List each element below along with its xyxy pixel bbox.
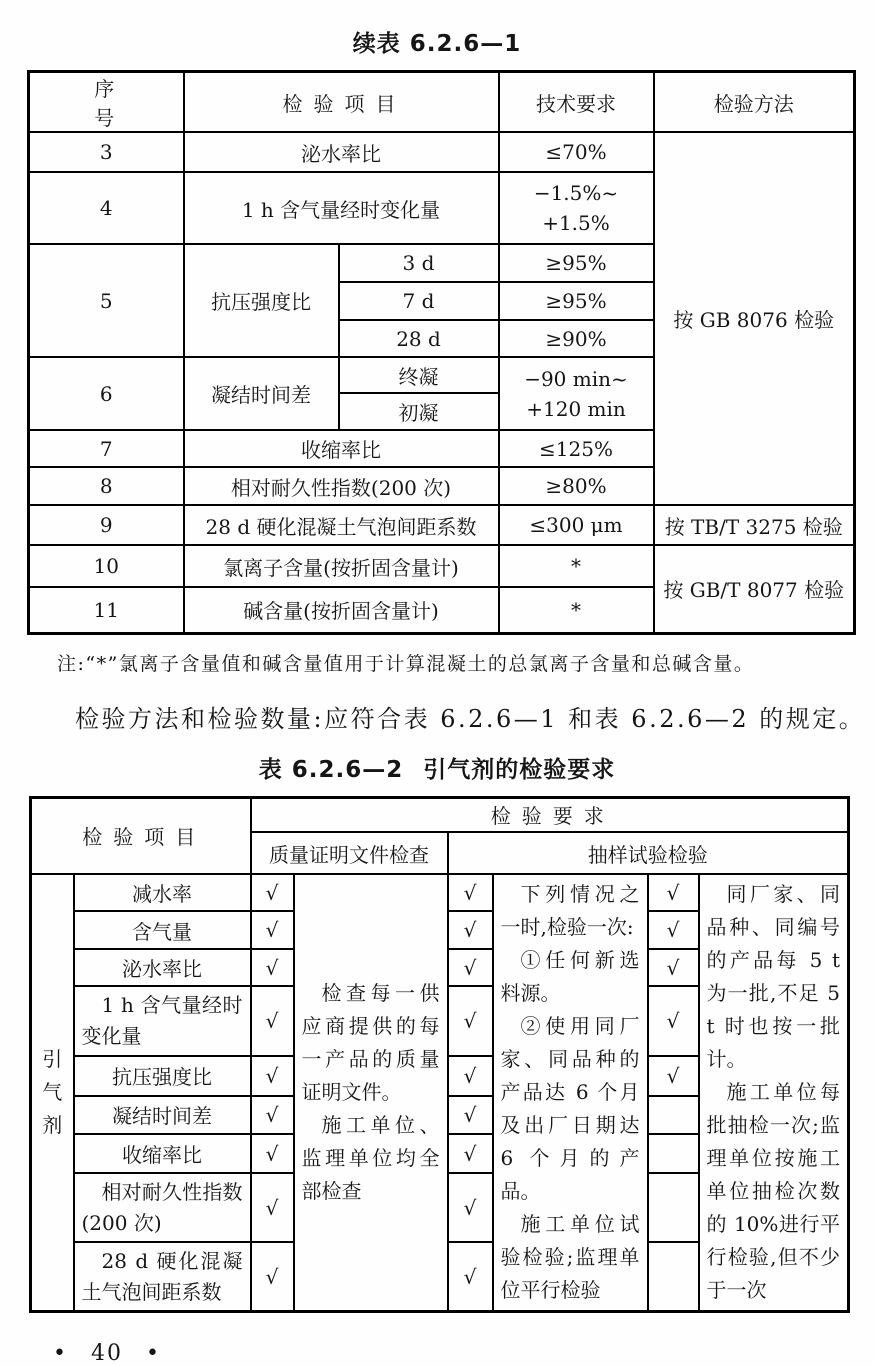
header-doc-check-cell: 质量证明文件检查 bbox=[251, 832, 448, 874]
no-cell: 4 bbox=[29, 172, 184, 244]
no-cell: 6 bbox=[29, 357, 184, 430]
req-line2: +120 min bbox=[526, 396, 626, 421]
parallel-check-cell: √ bbox=[648, 949, 699, 986]
parallel-check-cell bbox=[648, 1242, 699, 1311]
header-item-cell: 检验项目 bbox=[31, 797, 251, 874]
no-cell: 3 bbox=[29, 132, 184, 172]
group-label-cell: 引气剂 bbox=[31, 874, 74, 1312]
req-cell: * bbox=[499, 545, 654, 587]
sampling-check-cell: √ bbox=[448, 986, 493, 1056]
header-requirement-cell: 检验要求 bbox=[251, 797, 849, 832]
method-cell-gb8076: 按 GB 8076 检验 bbox=[654, 132, 855, 505]
parallel-check-cell: √ bbox=[648, 1056, 699, 1095]
parallel-check-cell bbox=[648, 1096, 699, 1134]
table2-title bbox=[0, 751, 874, 784]
method-cell-gbt8077: 按 GB/T 8077 检验 bbox=[654, 545, 855, 633]
header-no-cell: 序号 bbox=[29, 72, 184, 133]
item-cell: 凝结时间差 bbox=[74, 1096, 251, 1134]
sampling-check-cell: √ bbox=[448, 949, 493, 986]
table1-header-row bbox=[29, 72, 855, 133]
item-cell: 碱含量(按折固含量计) bbox=[184, 587, 499, 633]
body-paragraph: 检验方法和检验数量:应符合表 6.2.6—1 和表 6.2.6—2 的规定。 bbox=[75, 704, 866, 733]
sampling-condition-paragraph: 下列情况之一时,检验一次: bbox=[500, 882, 640, 939]
table2-row bbox=[31, 874, 849, 911]
table1-footnote: 注:“*”氯离子含量值和碱含量值用于计算混凝土的总氯离子含量和总碱含量。 bbox=[57, 652, 755, 675]
header-method-cell: 检验方法 bbox=[654, 72, 855, 133]
req-cell: ≥90% bbox=[499, 320, 654, 357]
item-cell: 相对耐久性指数(200 次) bbox=[184, 467, 499, 505]
table-626-2 bbox=[29, 796, 850, 1314]
req-cell bbox=[499, 172, 654, 244]
table1-row-9 bbox=[29, 505, 855, 545]
item-cell: 抗压强度比 bbox=[184, 244, 339, 357]
item-cell: 相对耐久性指数(200 次) bbox=[74, 1173, 251, 1242]
doc-check-cell: √ bbox=[251, 911, 294, 948]
item-cell: 1 h 含气量经时变化量 bbox=[74, 986, 251, 1056]
sampling-condition-paragraph: 施工单位试验检验;监理单位平行检验 bbox=[500, 1212, 640, 1302]
req-line1: −90 min~ bbox=[524, 366, 628, 391]
item-cell: 减水率 bbox=[74, 874, 251, 911]
req-cell: ≤300 μm bbox=[499, 505, 654, 545]
parallel-check-cell: √ bbox=[648, 911, 699, 948]
parallel-check-cell: √ bbox=[648, 874, 699, 911]
sampling-check-cell: √ bbox=[448, 1173, 493, 1242]
doc-check-cell: √ bbox=[251, 874, 294, 911]
sampling-check-cell: √ bbox=[448, 1096, 493, 1134]
req-line2: +1.5% bbox=[542, 211, 610, 235]
age-cell: 28 d bbox=[339, 320, 499, 357]
item-cell: 泌水率比 bbox=[74, 949, 251, 986]
table2-header-row1 bbox=[31, 797, 849, 832]
no-cell: 10 bbox=[29, 545, 184, 587]
item-cell: 28 d 硬化混凝土气泡间距系数 bbox=[184, 505, 499, 545]
req-cell: ≤70% bbox=[499, 132, 654, 172]
item-cell: 28 d 硬化混凝土气泡间距系数 bbox=[74, 1242, 251, 1311]
sampling-condition-text-cell bbox=[493, 874, 648, 1312]
table1-row-10 bbox=[29, 545, 855, 587]
sampling-check-cell: √ bbox=[448, 1242, 493, 1311]
parallel-check-cell: √ bbox=[648, 986, 699, 1056]
item-cell: 凝结时间差 bbox=[184, 357, 339, 430]
table-626-1 bbox=[27, 70, 856, 635]
sampling-batch-paragraph: 同厂家、同品种、同编号的产品每 5 t 为一批,不足 5 t 时也按一批计。 bbox=[706, 882, 841, 1071]
page-number: • 40 • bbox=[53, 1341, 161, 1366]
header-item-cell: 检验项目 bbox=[184, 72, 499, 133]
req-cell: ≤125% bbox=[499, 430, 654, 467]
table2-name: 引气剂的检验要求 bbox=[423, 756, 616, 783]
header-sampling-cell: 抽样试验检验 bbox=[448, 832, 849, 874]
parallel-check-cell bbox=[648, 1134, 699, 1173]
item-cell: 泌水率比 bbox=[184, 132, 499, 172]
doc-check-text-cell bbox=[294, 874, 448, 1312]
age-cell: 7 d bbox=[339, 282, 499, 320]
sampling-check-cell: √ bbox=[448, 1134, 493, 1173]
sampling-check-cell: √ bbox=[448, 874, 493, 911]
no-cell: 8 bbox=[29, 467, 184, 505]
sampling-check-cell: √ bbox=[448, 1056, 493, 1095]
item-cell: 1 h 含气量经时变化量 bbox=[184, 172, 499, 244]
no-cell: 11 bbox=[29, 587, 184, 633]
doc-check-paragraph: 检查每一供应商提供的每一产品的质量证明文件。 bbox=[301, 981, 440, 1104]
doc-check-cell: √ bbox=[251, 1056, 294, 1095]
doc-check-cell: √ bbox=[251, 1173, 294, 1242]
no-cell: 7 bbox=[29, 430, 184, 467]
sampling-batch-text-cell bbox=[699, 874, 849, 1312]
req-cell: ≥80% bbox=[499, 467, 654, 505]
doc-check-cell: √ bbox=[251, 1096, 294, 1134]
no-cell: 9 bbox=[29, 505, 184, 545]
item-cell: 含气量 bbox=[74, 911, 251, 948]
header-req-cell: 技术要求 bbox=[499, 72, 654, 133]
req-cell: ≥95% bbox=[499, 282, 654, 320]
sampling-batch-paragraph: 施工单位每批抽检一次;监理单位按施工单位抽检次数的 10%进行平行检验,但不少于一次 bbox=[706, 1080, 841, 1302]
no-cell: 5 bbox=[29, 244, 184, 357]
method-cell-tbt3275: 按 TB/T 3275 检验 bbox=[654, 505, 855, 545]
doc-check-paragraph: 施工单位、监理单位均全部检查 bbox=[301, 1113, 440, 1203]
setting-cell: 终凝 bbox=[339, 357, 499, 393]
table2-label: 表 6.2.6—2 bbox=[258, 756, 404, 783]
setting-cell: 初凝 bbox=[339, 393, 499, 430]
age-cell: 3 d bbox=[339, 244, 499, 282]
req-cell: * bbox=[499, 587, 654, 633]
doc-check-cell: √ bbox=[251, 1242, 294, 1311]
table1-continued-title: 续表 6.2.6—1 bbox=[352, 31, 522, 57]
req-line1: −1.5%~ bbox=[533, 181, 619, 205]
doc-check-cell: √ bbox=[251, 949, 294, 986]
item-cell: 氯离子含量(按折固含量计) bbox=[184, 545, 499, 587]
item-cell: 抗压强度比 bbox=[74, 1056, 251, 1095]
doc-check-cell: √ bbox=[251, 1134, 294, 1173]
item-cell: 收缩率比 bbox=[184, 430, 499, 467]
parallel-check-cell bbox=[648, 1173, 699, 1242]
sampling-check-cell: √ bbox=[448, 911, 493, 948]
req-cell bbox=[499, 357, 654, 430]
sampling-condition-paragraph: ①任何新选料源。 bbox=[500, 948, 640, 1005]
item-cell: 收缩率比 bbox=[74, 1134, 251, 1173]
table1-row-3 bbox=[29, 132, 855, 172]
doc-check-cell: √ bbox=[251, 986, 294, 1056]
sampling-condition-paragraph: ②使用同厂家、同品种的产品达 6 个月及出厂日期达 6 个月的产品。 bbox=[500, 1014, 640, 1203]
req-cell: ≥95% bbox=[499, 244, 654, 282]
